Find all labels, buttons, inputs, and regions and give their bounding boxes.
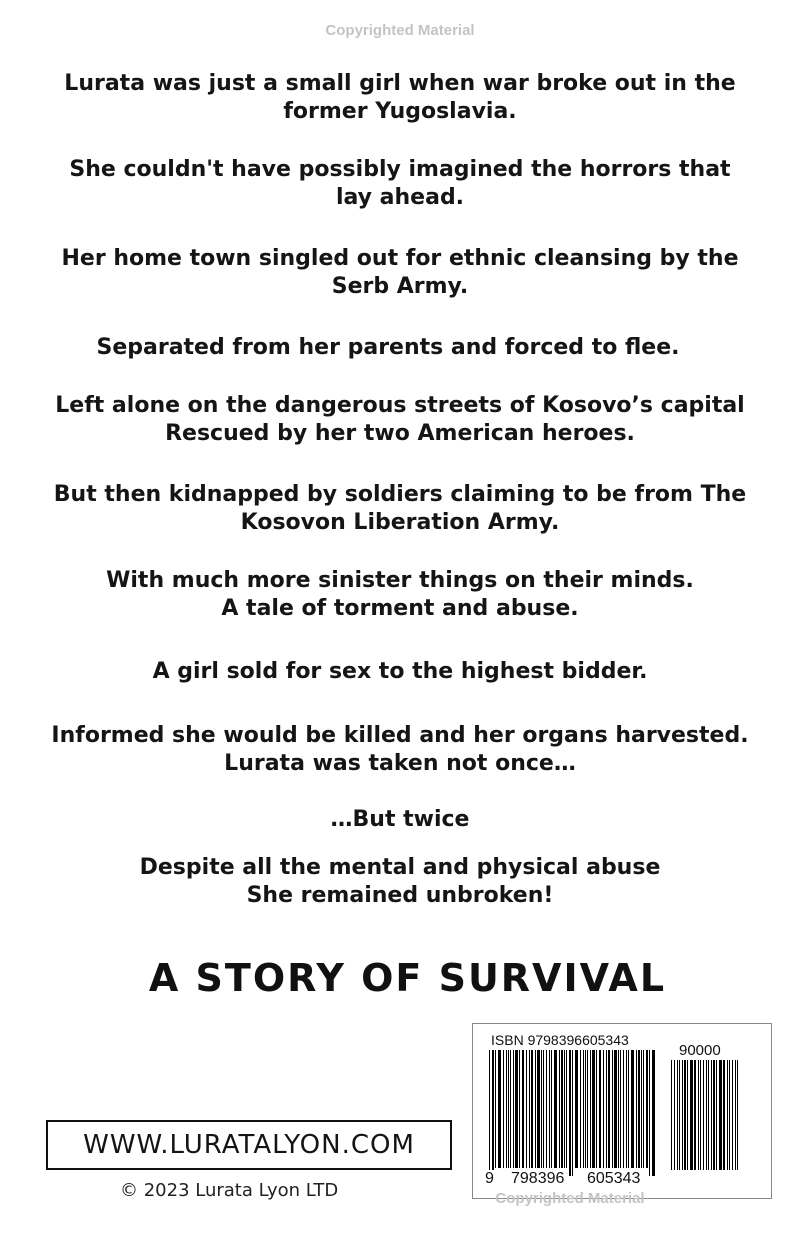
barcode-bar bbox=[492, 1050, 494, 1176]
barcode-bar bbox=[608, 1050, 610, 1168]
barcode-bar bbox=[535, 1050, 536, 1168]
barcode-right-digits: 605343 bbox=[587, 1170, 641, 1187]
isbn-barcode bbox=[472, 1023, 772, 1199]
barcode-bar bbox=[682, 1060, 683, 1170]
barcode-bar bbox=[727, 1060, 728, 1170]
barcode-bar bbox=[677, 1060, 678, 1170]
barcode-bar bbox=[575, 1050, 578, 1168]
blurb-line: …But twice bbox=[330, 807, 470, 832]
barcode-bar bbox=[559, 1050, 560, 1168]
barcode-bar bbox=[541, 1050, 542, 1168]
barcode-bar bbox=[626, 1050, 627, 1168]
copyright-watermark-bottom: Copyrighted Material bbox=[495, 1190, 645, 1207]
blurb-line: Rescued by her two American heroes. bbox=[165, 421, 635, 446]
blurb-line: Lurata was just a small girl when war broke out in the bbox=[64, 71, 736, 96]
blurb-line: Separated from her parents and forced to flee. bbox=[96, 335, 680, 360]
barcode-bar bbox=[489, 1050, 490, 1176]
barcode-bar bbox=[716, 1060, 717, 1170]
blurb-paragraph bbox=[0, 392, 800, 448]
barcode-bar bbox=[700, 1060, 701, 1170]
barcode-bar bbox=[687, 1060, 688, 1170]
barcode-bar bbox=[549, 1050, 550, 1168]
headline: A STORY OF SURVIVAL bbox=[148, 956, 667, 1000]
barcode-bar bbox=[572, 1050, 573, 1176]
blurb-line: Serb Army. bbox=[331, 274, 469, 299]
barcode-bar bbox=[590, 1050, 591, 1168]
barcode-bar bbox=[723, 1060, 725, 1170]
barcode-bar bbox=[537, 1050, 540, 1168]
blurb-line: A girl sold for sex to the highest bidder. bbox=[152, 659, 648, 684]
barcode-bar bbox=[603, 1050, 604, 1168]
barcode-bar bbox=[708, 1060, 709, 1170]
barcode-bar bbox=[531, 1050, 533, 1168]
blurb-paragraph bbox=[0, 481, 800, 537]
blurb-line: Informed she would be killed and her organs harvested. bbox=[51, 723, 749, 748]
barcode-bar bbox=[737, 1060, 738, 1170]
isbn-label: ISBN 9798396605343 bbox=[491, 1032, 629, 1048]
barcode-bar bbox=[646, 1050, 648, 1168]
barcode-bar bbox=[606, 1050, 607, 1168]
barcode-bar bbox=[706, 1060, 707, 1170]
barcode-bar bbox=[510, 1050, 511, 1168]
barcode-bar bbox=[519, 1050, 520, 1168]
barcode-bar bbox=[554, 1050, 557, 1168]
barcode-bar bbox=[694, 1060, 696, 1170]
blurb-line: Kosovon Liberation Army. bbox=[240, 510, 560, 535]
barcode-bar bbox=[587, 1050, 588, 1168]
barcode-bars bbox=[487, 1050, 655, 1178]
blurb-line: former Yugoslavia. bbox=[283, 99, 517, 124]
barcode-bar bbox=[649, 1050, 650, 1176]
barcode-bar bbox=[585, 1050, 586, 1168]
barcode-bar bbox=[698, 1060, 699, 1170]
barcode-bar bbox=[551, 1050, 552, 1168]
blurb-line: A tale of torment and abuse. bbox=[221, 596, 579, 621]
barcode-bar bbox=[618, 1050, 619, 1168]
barcode-bar bbox=[599, 1050, 601, 1168]
barcode-bar bbox=[498, 1050, 501, 1168]
blurb-paragraph bbox=[0, 658, 800, 686]
blurb-line: But then kidnapped by soldiers claiming to be from The bbox=[53, 482, 747, 507]
barcode-bar bbox=[674, 1060, 675, 1170]
barcode-bar bbox=[612, 1050, 613, 1168]
barcode-bar bbox=[503, 1050, 504, 1168]
barcode-bar bbox=[671, 1060, 672, 1170]
website-url: WWW.LURATALYON.COM bbox=[46, 1120, 452, 1170]
barcode-bar bbox=[690, 1060, 693, 1170]
barcode-bar bbox=[596, 1050, 597, 1168]
blurb-line: Lurata was taken not once… bbox=[224, 751, 576, 776]
barcode-bar bbox=[679, 1060, 680, 1170]
barcode-bar bbox=[684, 1060, 686, 1170]
blurb-paragraph bbox=[0, 806, 800, 834]
barcode-bar bbox=[631, 1050, 634, 1168]
barcode-bar bbox=[513, 1050, 514, 1168]
copyright-watermark-top: Copyrighted Material bbox=[325, 22, 475, 39]
barcode-bar bbox=[561, 1050, 563, 1168]
barcode-bar bbox=[522, 1050, 524, 1168]
blurb-paragraph bbox=[0, 245, 800, 301]
price-code: 90000 bbox=[679, 1042, 721, 1059]
blurb-paragraph bbox=[0, 334, 788, 362]
barcode-bar bbox=[526, 1050, 527, 1168]
barcode-bar bbox=[713, 1060, 715, 1170]
barcode-first-digit: 9 bbox=[485, 1170, 494, 1187]
barcode-bar bbox=[580, 1050, 581, 1168]
blurb-line: Despite all the mental and physical abuse bbox=[139, 855, 661, 880]
blurb-line: lay ahead. bbox=[335, 185, 465, 210]
barcode-bar bbox=[628, 1050, 629, 1168]
blurb-paragraph bbox=[0, 567, 800, 623]
barcode-bar bbox=[614, 1050, 617, 1168]
barcode-bar bbox=[495, 1050, 496, 1168]
barcode-bar bbox=[636, 1050, 637, 1168]
blurb-line: She couldn't have possibly imagined the horrors that bbox=[69, 157, 731, 182]
barcode-bar bbox=[641, 1050, 642, 1168]
blurb-line: With much more sinister things on their minds. bbox=[106, 568, 694, 593]
barcode-bar bbox=[564, 1050, 565, 1168]
blurb-paragraph bbox=[0, 722, 800, 778]
blurb-paragraph bbox=[0, 854, 800, 910]
barcode-bar bbox=[620, 1050, 621, 1168]
copyright-notice: © 2023 Lurata Lyon LTD bbox=[120, 1180, 339, 1201]
barcode-bar bbox=[583, 1050, 584, 1168]
barcode-bar bbox=[508, 1050, 509, 1168]
barcode-bar bbox=[735, 1060, 736, 1170]
barcode-bar bbox=[546, 1050, 547, 1168]
barcode-bar bbox=[569, 1050, 571, 1176]
barcode-bar bbox=[515, 1050, 518, 1168]
barcode-bar bbox=[506, 1050, 507, 1168]
blurb-line: She remained unbroken! bbox=[246, 883, 554, 908]
barcode-bar bbox=[719, 1060, 722, 1170]
barcode-bar bbox=[711, 1060, 712, 1170]
blurb-paragraph bbox=[0, 70, 800, 126]
barcode-addon-bars bbox=[669, 1060, 741, 1178]
barcode-bar bbox=[643, 1050, 644, 1168]
barcode-bar bbox=[638, 1050, 640, 1168]
blurb-line: Left alone on the dangerous streets of Kosovo’s capital bbox=[55, 393, 745, 418]
barcode-bar bbox=[529, 1050, 530, 1168]
barcode-bar bbox=[623, 1050, 624, 1168]
barcode-bar bbox=[566, 1050, 567, 1168]
barcode-bar bbox=[703, 1060, 704, 1170]
barcode-bar bbox=[729, 1060, 730, 1170]
blurb-paragraph bbox=[0, 156, 800, 212]
barcode-bar bbox=[592, 1050, 595, 1168]
barcode-left-digits: 798396 bbox=[511, 1170, 565, 1187]
barcode-bar bbox=[543, 1050, 544, 1168]
barcode-bar bbox=[732, 1060, 733, 1170]
blurb-line: Her home town singled out for ethnic cleansing by the bbox=[61, 246, 739, 271]
barcode-bar bbox=[652, 1050, 655, 1176]
